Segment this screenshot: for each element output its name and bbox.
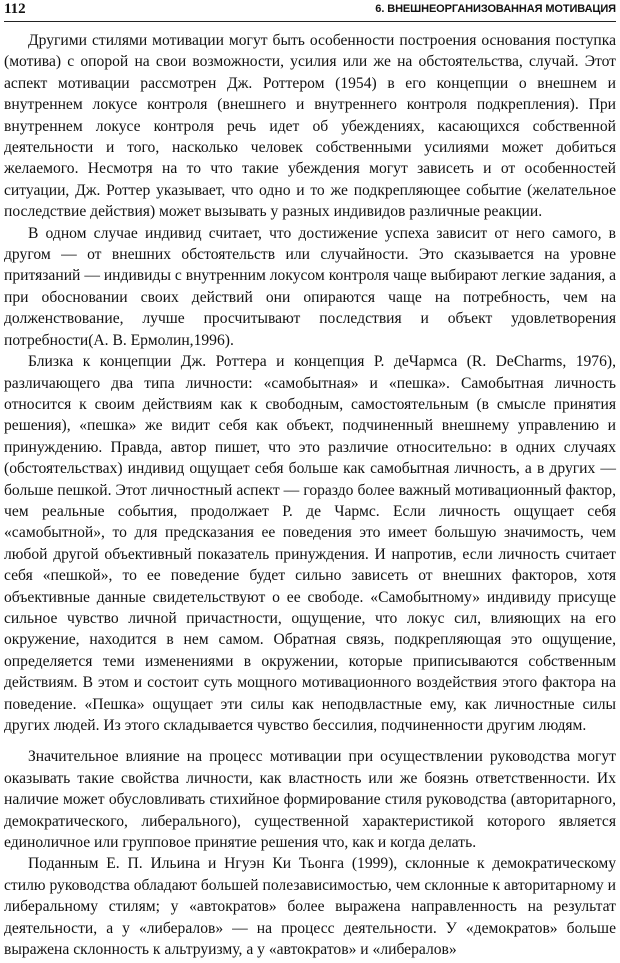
page-header — [4, 0, 616, 20]
paragraph: Другими стилями мотивации могут быть особенности построения основания поступка (мотива) с опорой на свои возможности, усилия или же на обстоятельства, случай. Этот аспект мотивации рассмотрен Дж. Роттером (1954) в его концепции о внешнем и внутреннем локусе контроля (внешнего и внутреннего контроля подкрепления). При внутреннем локусе контроля речь идет об убеждениях, касающихся собственной деятельности и того, насколько человек собственными усилиями может добиться желаемого. Несмотря на то что такие убеждения могут зависеть и от особенностей ситуации, Дж. Роттер указывает, что одно и то же подкрепляющее событие (желательное последствие действия) может вызывать у разных индивидов различные реакции. — [4, 32, 616, 221]
header-rule — [4, 21, 616, 22]
page-number: 112 — [4, 1, 26, 17]
running-head: 6. ВНЕШНЕОРГАНИЗОВАННАЯ МОТИВАЦИЯ — [375, 3, 616, 15]
paragraph: Поданным Е. П. Ильина и Нгуэн Ки Тьонга (1999), склонные к демократическому стилю руководства обладают большей полезависимостью, чем склонные к авторитарному и либеральному стилям; у «автократов» более выражена направленность на результат деятельности, а у «либералов» — на процесс деятельности. У «демократов» больше выражена склонность к альтруизму, а у «автократов» и «либералов» — [4, 855, 616, 959]
paragraph: Значительное влияние на процесс мотивации при осуществлении руководства могут оказывать такие свойства личности, как властность или же боязнь ответственности. Их наличие может обусловливать стихийное формирование стиля руководства (авторитарного, демократического, либерального), существенной характеристикой которого является единоличное или групповое принятие решения что, как и когда делать. — [4, 748, 616, 852]
paragraph: В одном случае индивид считает, что достижение успеха зависит от него самого, в другом — от внешних обстоятельств или случайности. Это сказывается на уровне притязаний — индивиды с внутренним локусом контроля чаще выбирают легкие задания, а при обосновании своих действий они опираются чаще на потребность, чем на долженствование, лучше просчитывают последствия и объект удовлетворения потребности(А. В. Ермолин,1996). — [4, 224, 616, 349]
paragraph: Близка к концепции Дж. Роттера и концепция Р. деЧармса (R. DeCharms, 1976), различающего два типа личности: «самобытная» и «пешка». Самобытная личность относится к своим действиям как к свободным, самостоятельным (в смысле принятия решения), «пешка» же видит себя как объект, подчиненный внешнему управлению и принуждению. Правда, автор пишет, что это различие относительно: в одних случаях (обстоятельствах) индивид ощущает себя больше как самобытная личность, а в других — больше пешкой. Этот личностный аспект — гораздо более важный мотивационный фактор, чем реальные события, продолжает Р. де Чармс. Если личность ощущает себя «самобытной», то для предсказания ее поведения это имеет большую значимость, чем любой другой объективный показатель принуждения. И напротив, если личность считает себя «пешкой», то ее поведение будет сильно зависеть от внешних факторов, хотя объективные данные свидетельствуют о ее свободе. «Самобытному» индивиду присуще сильное чувство личной причастности, ощущение, что локус сил, влияющих на его окружение, находится в нем самом. Обратная связь, подкрепляющая это ощущение, определяется теми изменениями в окружении, которые приписываются собственным действиям. В этом и состоит суть мощного мотивационного воздействия этого фактора на поведение. «Пешка» ощущает эти силы как неподвластные ему, как личностные силы других людей. Из этого складывается чувство бессилия, подчиненности другим людям. — [4, 353, 616, 734]
body-text — [4, 30, 616, 960]
